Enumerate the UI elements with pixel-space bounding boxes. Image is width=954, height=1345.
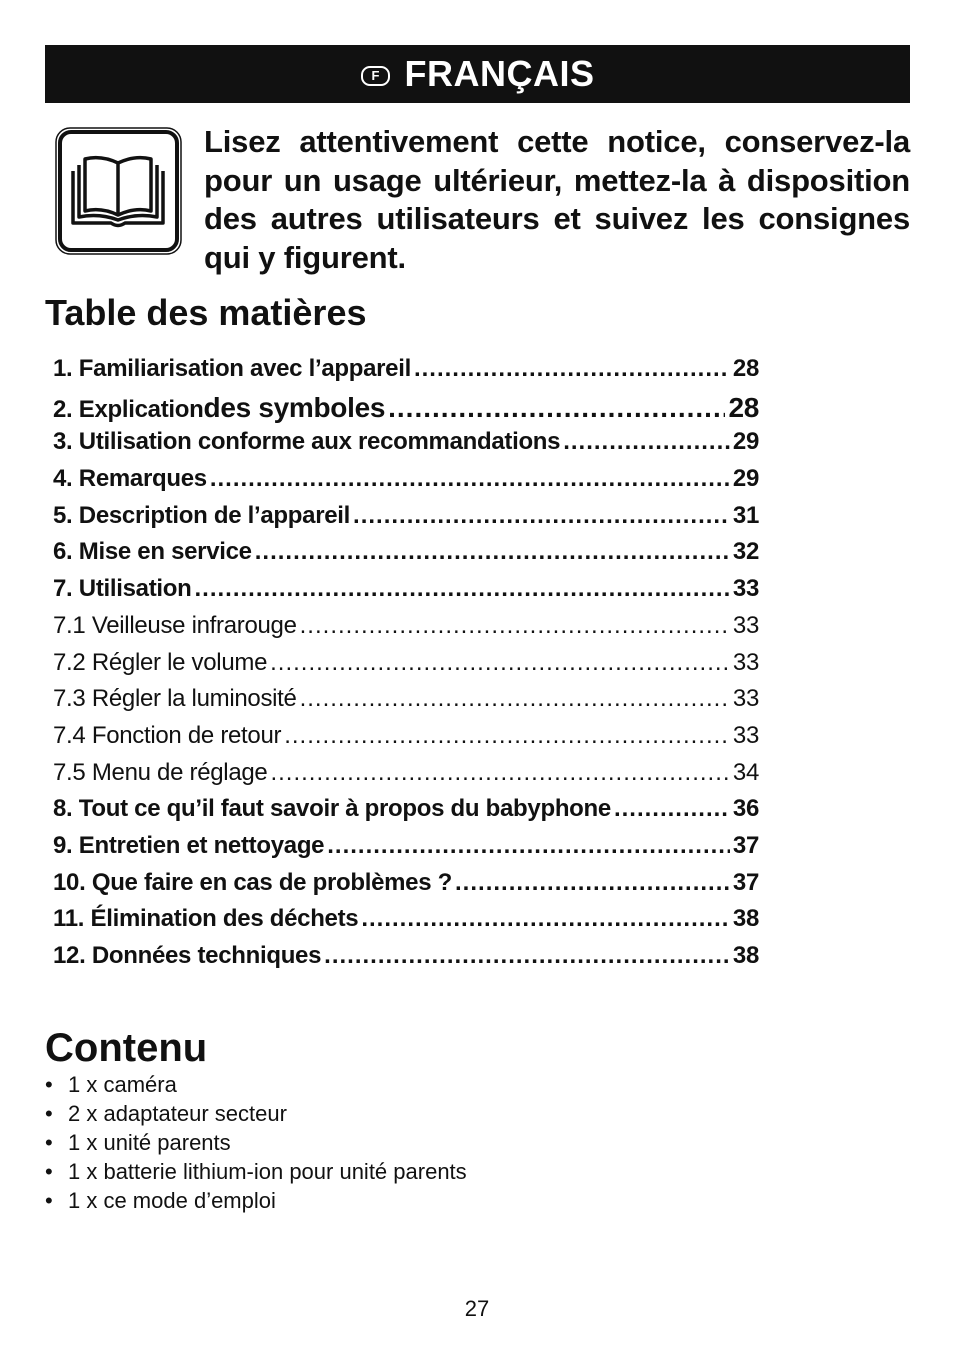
- toc-subentry[interactable]: [53, 722, 759, 759]
- toc-entry-label: 8. Tout ce qu’il faut savoir à propos du babyphone: [53, 795, 611, 823]
- toc-leader-dots: [210, 465, 730, 493]
- toc-entry-page: 33: [732, 575, 759, 603]
- toc-leader-dots: [353, 502, 730, 530]
- toc-entry-label: 1. Familiarisation avec l’appareil: [53, 355, 411, 382]
- toc-entry-page: 29: [732, 465, 759, 493]
- toc-entry-label: 11. Élimination des déchets: [53, 905, 359, 933]
- toc-entry-page: 37: [732, 868, 759, 896]
- list-item: [45, 1186, 467, 1215]
- language-header-bar: [45, 45, 910, 103]
- toc-entry-page: 31: [732, 501, 759, 529]
- toc-entry-label: 7.1 Veilleuse infrarouge: [53, 611, 297, 639]
- toc-entry[interactable]: [53, 905, 759, 942]
- page-number: 27: [464, 1296, 490, 1321]
- bullet-icon: •: [45, 1072, 53, 1097]
- toc-entry[interactable]: [53, 392, 759, 429]
- book-icon: [55, 127, 182, 255]
- toc-entry-label: 12. Données techniques: [53, 942, 322, 969]
- intro-instructions: Lisez attentivement cette notice, conservez-la pour un usage ultérieur, mettez-la à disposition des autres utilisateurs et suivez les consignes qui y figurent.: [204, 124, 910, 275]
- toc-entry[interactable]: [53, 575, 759, 612]
- contents-heading: Contenu: [45, 1026, 208, 1070]
- list-item: [45, 1099, 467, 1128]
- table-of-contents: [53, 355, 759, 979]
- toc-entry[interactable]: [53, 428, 759, 465]
- toc-entry[interactable]: [53, 465, 759, 502]
- toc-entry-page: 29: [732, 428, 759, 456]
- list-item-text: 1 x unité parents: [68, 1130, 231, 1155]
- contents-list: [45, 1070, 467, 1215]
- toc-entry[interactable]: [53, 869, 759, 906]
- bullet-icon: •: [45, 1159, 53, 1184]
- toc-entry-label: 7.3 Régler la luminosité: [53, 685, 297, 713]
- toc-entry[interactable]: [53, 832, 759, 869]
- toc-entry-page: 28: [728, 391, 759, 423]
- toc-entry-label: 10. Que faire en cas de problèmes ?: [53, 868, 453, 896]
- list-item: [45, 1157, 467, 1186]
- toc-entry-page: 34: [732, 758, 759, 786]
- toc-leader-dots: [361, 905, 730, 933]
- toc-entry-label: 6. Mise en service: [53, 538, 252, 566]
- list-item-text: 1 x batterie lithium-ion pour unité parents: [68, 1159, 467, 1184]
- toc-entry-label: 4. Remarques: [53, 465, 207, 493]
- toc-subentry[interactable]: [53, 649, 759, 686]
- list-item: [45, 1070, 467, 1099]
- toc-entry-page: 33: [732, 685, 759, 713]
- toc-entry-label-prefix: 2. Explication: [53, 395, 204, 423]
- toc-entry[interactable]: [53, 795, 759, 832]
- list-item-text: 1 x ce mode d’emploi: [68, 1188, 276, 1213]
- toc-entry-page: 36: [732, 795, 759, 823]
- toc-entry-page: 33: [732, 611, 759, 639]
- toc-leader-dots: [563, 428, 730, 456]
- toc-leader-dots: [614, 795, 730, 823]
- toc-leader-dots: [324, 942, 730, 970]
- toc-leader-dots: [414, 355, 730, 383]
- toc-entry-page: 28: [732, 355, 759, 382]
- toc-entry-page: 38: [732, 942, 759, 969]
- toc-subentry[interactable]: [53, 685, 759, 722]
- toc-entry-page: 33: [732, 721, 759, 749]
- list-item-text: 1 x caméra: [68, 1072, 177, 1097]
- toc-entry-page: 37: [732, 831, 759, 859]
- toc-entry[interactable]: [53, 942, 759, 979]
- toc-entry[interactable]: [53, 538, 759, 575]
- toc-entry-label: 3. Utilisation conforme aux recommandations: [53, 428, 561, 456]
- toc-entry-label: des symboles: [203, 391, 386, 423]
- toc-subentry[interactable]: [53, 759, 759, 796]
- toc-leader-dots: [388, 392, 725, 424]
- toc-leader-dots: [300, 612, 730, 640]
- bullet-icon: •: [45, 1188, 53, 1213]
- toc-entry-label: 7. Utilisation: [53, 575, 192, 603]
- toc-subentry[interactable]: [53, 612, 759, 649]
- toc-entry-label: 7.5 Menu de réglage: [53, 758, 268, 786]
- toc-leader-dots: [455, 869, 730, 897]
- toc-entry-page: 32: [732, 538, 759, 566]
- toc-leader-dots: [300, 685, 730, 713]
- toc-leader-dots: [270, 649, 730, 677]
- toc-heading: Table des matières: [45, 292, 367, 333]
- toc-entry-label: 5. Description de l’appareil: [53, 501, 351, 529]
- list-item: [45, 1128, 467, 1157]
- bullet-icon: •: [45, 1101, 53, 1126]
- toc-entry[interactable]: [53, 502, 759, 539]
- toc-leader-dots: [284, 722, 730, 750]
- toc-leader-dots: [327, 832, 730, 860]
- toc-entry-label: 9. Entretien et nettoyage: [53, 831, 325, 859]
- toc-leader-dots: [270, 759, 729, 787]
- list-item-text: 2 x adaptateur secteur: [68, 1101, 287, 1126]
- language-title: FRANÇAIS: [404, 53, 595, 94]
- toc-entry-page: 33: [732, 648, 759, 676]
- toc-entry-label: 7.2 Régler le volume: [53, 648, 268, 676]
- toc-leader-dots: [255, 538, 730, 566]
- bullet-icon: •: [45, 1130, 53, 1155]
- toc-entry-label: 7.4 Fonction de retour: [53, 721, 282, 749]
- toc-entry-page: 38: [732, 905, 759, 933]
- language-code-badge: F: [361, 66, 391, 86]
- toc-leader-dots: [195, 575, 730, 603]
- toc-entry[interactable]: [53, 355, 759, 392]
